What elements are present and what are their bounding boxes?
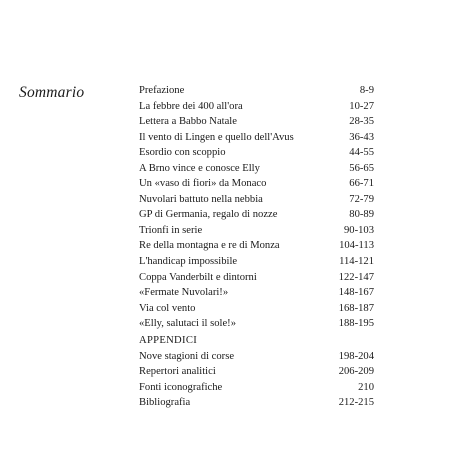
toc-entry-title: A Brno vince e conosce Elly [139,162,260,174]
appendix-heading: APPENDICI [139,335,198,346]
toc-entry-title: Un «vaso di fiori» da Monaco [139,178,267,190]
appendix-entry-title: Repertori analitici [139,366,216,378]
toc-entry [139,270,374,286]
toc-entry-title: Esordio con scoppio [139,147,226,159]
toc-entry [139,238,374,254]
toc-entry-pages: 122-147 [338,271,374,283]
toc-entry-title: Re della montagna e re di Monza [139,240,280,252]
toc-entry-pages: 114-121 [339,256,374,268]
appendix-entry [139,364,374,380]
toc-entry [139,145,374,161]
appendix-entry-pages: 198-204 [338,350,374,362]
toc-entry-pages: 148-167 [338,287,374,299]
toc-entry-pages: 56-65 [349,162,374,174]
toc-entry-pages: 36-43 [349,131,374,143]
toc-entry [139,285,374,301]
toc-entry-pages: 188-195 [338,318,374,330]
toc-entry-pages: 44-55 [349,147,374,159]
toc-entry-title: Nuvolari battuto nella nebbia [139,193,263,205]
toc-entry-pages: 104-113 [339,240,374,252]
toc-entry-title: Il vento di Lingen e quello dell'Avus [139,131,294,143]
toc-entry [139,301,374,317]
toc-entry [139,207,374,223]
toc-entry-pages: 10-27 [349,100,374,112]
toc-entry-pages: 90-103 [343,224,374,236]
appendix-entry [139,349,374,365]
toc-entry [139,223,374,239]
toc-entry [139,176,374,192]
appendix-entry [139,395,374,411]
toc-entry [139,254,374,270]
toc-entry-pages: 8-9 [359,85,374,96]
toc-entry [139,192,374,208]
toc-entry-title: Coppa Vanderbilt e dintorni [139,271,257,283]
toc-entry-title: Trionfi in serie [139,224,203,236]
toc-entry [139,83,374,99]
toc-entry-title: «Elly, salutaci il sole!» [139,318,236,330]
toc-entry-title: L'handicap impossibile [139,256,238,268]
toc-entry-title: Prefazione [139,85,185,96]
toc-entry-title: GP di Germania, regalo di nozze [139,209,278,221]
toc-entry-title: La febbre dei 400 all'ora [139,100,243,112]
page-title: Sommario [19,84,85,101]
toc-entry [139,114,374,130]
toc-entry-pages: 28-35 [349,116,374,128]
toc-entry-title: Lettera a Babbo Natale [139,116,237,128]
contents-list [139,83,374,332]
appendix-entry-title: Nove stagioni di corse [139,350,235,362]
toc-entry-pages: 80-89 [349,209,374,221]
appendix-entry [139,380,374,396]
appendix-list [139,333,374,411]
appendix-entry-pages: 210 [358,381,374,393]
appendix-entry-title: Bibliografia [139,397,191,409]
toc-entry-title: Via col vento [139,302,196,314]
toc-entry [139,161,374,177]
appendix-entry-pages: 206-209 [338,366,374,378]
toc-entry-title: «Fermate Nuvolari!» [139,287,229,299]
toc-entry-pages: 168-187 [338,302,374,314]
appendix-entry-pages: 212-215 [338,397,374,409]
toc-entry [139,99,374,115]
toc-entry-pages: 66-71 [349,178,374,190]
toc-entry [139,316,374,332]
toc-entry-pages: 72-79 [349,193,374,205]
toc-entry [139,130,374,146]
appendix-entry-title: Fonti iconografiche [139,381,223,393]
